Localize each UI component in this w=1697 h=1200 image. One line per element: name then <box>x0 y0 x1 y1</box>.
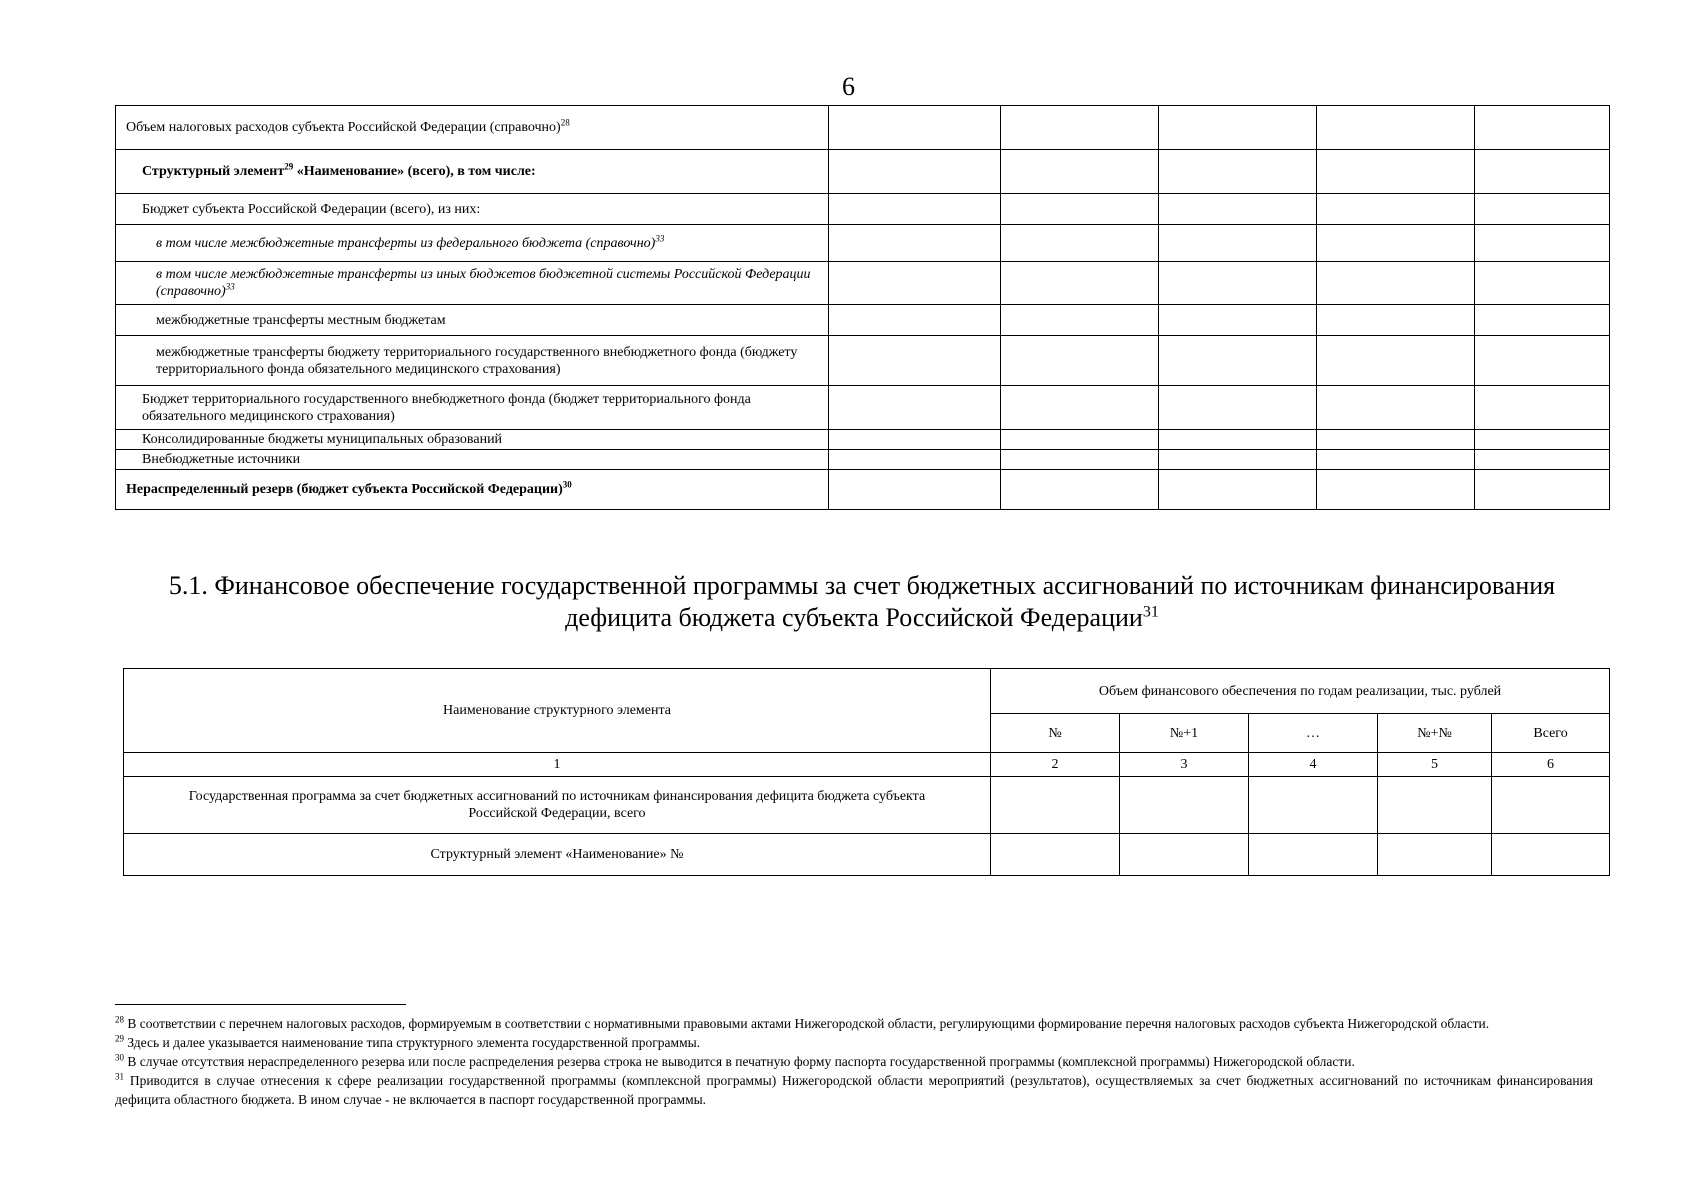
column-numbers-row <box>124 753 1610 777</box>
row-label: Консолидированные бюджеты муниципальных образований <box>116 430 829 450</box>
table-row <box>116 430 1610 450</box>
column-number: 4 <box>1249 753 1378 777</box>
table-header-row <box>124 669 1610 714</box>
table-row <box>116 106 1610 150</box>
footnote-ref: 33 <box>655 232 665 243</box>
footnote: $^{31}$ Приводится в случае отнесения к сфере реализации государственной программы (комплексной программы) Нижегородской области мероприятий (результатов), осуществляемых за счет бюджетных ассигнований по источникам финансирования дефицита областного бюджета. В ином случае - не включается в паспорт государственной программы. <box>115 1071 1593 1107</box>
year-header: … <box>1249 714 1378 753</box>
row-label: Объем налоговых расходов субъекта Российской Федерации (справочно)$^{28}$ <box>116 106 829 150</box>
footnote: $^{30}$ В случае отсутствия нераспределенного резерва или после распределения резерва строка не выводится в печатную форму паспорта государственной программы (комплексной программы) Нижегородской области. <box>115 1052 1355 1069</box>
footnote-separator <box>115 1004 406 1005</box>
row-label: Внебюджетные источники <box>116 450 829 470</box>
row-label: в том числе межбюджетные трансферты из федерального бюджета (справочно)$^{33}$ <box>116 225 829 262</box>
footnote: $^{28}$ В соответствии с перечнем налоговых расходов, формируемым в соответствии с нормативными правовыми актами Нижегородской области, регулирующими формирование перечня налоговых расходов субъекта Нижегородской области. <box>115 1014 1490 1031</box>
column-number: 6 <box>1492 753 1610 777</box>
year-header: №+№ <box>1378 714 1492 753</box>
footnote-ref: 31 <box>1142 603 1159 621</box>
footnote-ref: 30 <box>562 479 572 490</box>
column-number: 5 <box>1378 753 1492 777</box>
footnotes <box>115 1014 1593 1109</box>
table-row <box>116 150 1610 194</box>
table-row <box>116 450 1610 470</box>
footnote-ref: 28 <box>560 117 570 128</box>
name-column-header: Наименование структурного элемента <box>124 669 991 753</box>
row-label: Нераспределенный резерв (бюджет субъекта Российской Федерации)$^{30}$ <box>116 470 829 510</box>
row-label: Государственная программа за счет бюджетных ассигнований по источникам финансирования дефицита бюджета субъекта Российской Федерации, всего <box>124 777 991 834</box>
page-number: 6 <box>842 72 855 101</box>
section-title: 5.1. Финансовое обеспечение государственной программы за счет бюджетных ассигнований по источникам финансирования дефицита бюджета субъекта Российской Федерации$^{31}$ <box>168 571 1556 632</box>
table-row <box>124 834 1610 876</box>
column-number: 2 <box>991 753 1120 777</box>
row-label: Структурный элемент «Наименование» № <box>124 834 991 876</box>
year-header: № <box>991 714 1120 753</box>
row-label: Бюджет субъекта Российской Федерации (всего), из них: <box>116 194 829 225</box>
table-row <box>116 262 1610 305</box>
year-header: №+1 <box>1120 714 1249 753</box>
table-row <box>116 305 1610 336</box>
volume-column-header: Объем финансового обеспечения по годам реализации, тыс. рублей <box>991 669 1610 714</box>
row-label: межбюджетные трансферты местным бюджетам <box>116 305 829 336</box>
table-row <box>116 386 1610 430</box>
table-row <box>116 336 1610 386</box>
financing-table <box>123 668 1610 876</box>
row-label: в том числе межбюджетные трансферты из иных бюджетов бюджетной системы Российской Федерации (справочно)$^{33}$ <box>116 262 829 305</box>
funding-sources-table <box>115 105 1610 510</box>
table-row <box>124 777 1610 834</box>
row-label: межбюджетные трансферты бюджету территориального государственного внебюджетного фонда (бюджету территориального фонда обязательного медицинского страхования) <box>116 336 829 386</box>
table-row <box>116 194 1610 225</box>
footnote-ref: 29 <box>284 161 294 172</box>
footnote: $^{29}$ Здесь и далее указывается наименование типа структурного элемента государственной программы. <box>115 1033 701 1050</box>
total-header: Всего <box>1492 714 1610 753</box>
footnote-ref: 33 <box>225 281 235 292</box>
row-label: Структурный элемент$^{29}$ «Наименование» (всего), в том числе: <box>116 150 829 194</box>
row-label: Бюджет территориального государственного внебюджетного фонда (бюджет территориального фонда обязательного медицинского страхования) <box>116 386 829 430</box>
table-row <box>116 470 1610 510</box>
column-number: 3 <box>1120 753 1249 777</box>
table-row <box>116 225 1610 262</box>
column-number: 1 <box>124 753 991 777</box>
